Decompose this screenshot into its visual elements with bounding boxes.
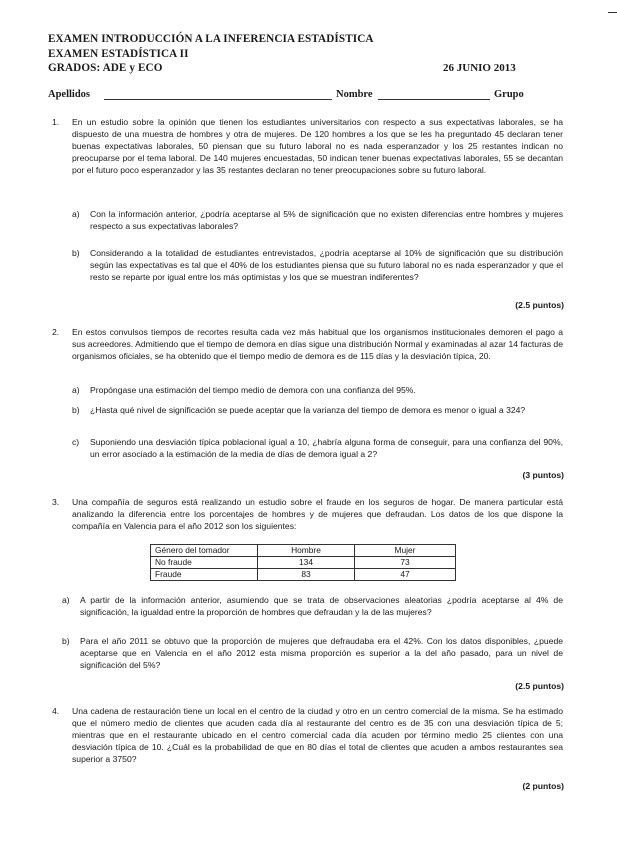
nombre-label: Nombre bbox=[336, 89, 373, 100]
table-cell: 47 bbox=[355, 569, 456, 581]
table-cell: 134 bbox=[258, 557, 355, 569]
q3-number: 3. bbox=[52, 497, 60, 507]
q2c-label: c) bbox=[72, 437, 80, 447]
q4-number: 4. bbox=[52, 706, 60, 716]
table-cell: No fraude bbox=[151, 557, 258, 569]
fraud-table bbox=[150, 544, 456, 581]
q4-points: (2 puntos) bbox=[522, 781, 564, 791]
table-row bbox=[151, 569, 456, 581]
nombre-line[interactable] bbox=[378, 99, 490, 100]
q1-points: (2.5 puntos) bbox=[515, 300, 564, 310]
q2-points: (3 puntos) bbox=[522, 470, 564, 480]
table-header-cell: Género del tomador bbox=[151, 545, 258, 557]
q2-text: En estos convulsos tiempos de recortes resulta cada vez más habitual que los organismos institucionales demoren el pago a sus acreedores. Admitiendo que el tiempo de demora en días sigue una distribución Normal y examinadas al azar 14 facturas de organismos oficiales, se ha obtenido que el tiempo medio de demora es de 115 días y la desviación típica, 20. bbox=[72, 327, 563, 361]
q3b-text: Para el año 2011 se obtuvo que la proporción de mujeres que defraudaba era el 42%. Con los datos disponibles, ¿puede aceptarse que en Valencia en el año 2012 esta misma proporción es superior a la del año pasado, para un nivel de significación del 5%? bbox=[80, 636, 563, 670]
q1a-label: a) bbox=[72, 209, 80, 219]
header-title-2: EXAMEN ESTADÍSTICA II bbox=[48, 48, 189, 60]
q2b-text: ¿Hasta qué nivel de significación se puede aceptar que la varianza del tiempo de demora es menor o igual a 324? bbox=[90, 405, 526, 415]
exam-date: 26 JUNIO 2013 bbox=[443, 62, 516, 74]
student-fields bbox=[48, 89, 568, 103]
q1-text: En un estudio sobre la opinión que tienen los estudiantes universitarios con respecto a sus expectativas laborales, se ha dispuesto de una muestra de hombres y otra de mujeres. De 120 hombres a los que se les ha preguntado 45 declaran tener buenas expectativas laborales, 50 piensan que su futuro laboral no es nada esperanzador y los 25 restantes indican no preocuparse por el tema laboral. De 140 mujeres encuestadas, 50 indican tener buenas expectativas laborales, 55 se decantan por el futuro poco esperanzador y las 35 restantes declaran no tener preocupaciones sobre su futuro laboral. bbox=[72, 117, 563, 175]
table-row bbox=[151, 557, 456, 569]
q1b-label: b) bbox=[72, 248, 80, 258]
q3a-label: a) bbox=[62, 595, 70, 605]
q4-text: Una cadena de restauración tiene un local en el centro de la ciudad y otro en un centro comercial de la misma. Se ha estimado que el número medio de clientes que acuden cada día al restaurante del centro es de 35 con una desviación típica de 5; mientras que en el restaurante ubicado en el centro comercial cada día acuden por término medio 25 clientes con una desviación típica de 10. ¿Cuál es la probabilidad de que en 80 días el total de clientes que acuden a ambos restaurantes sea superior a 3750? bbox=[72, 706, 563, 764]
table-cell: 83 bbox=[258, 569, 355, 581]
table-header-cell: Mujer bbox=[355, 545, 456, 557]
table-cell: 73 bbox=[355, 557, 456, 569]
grupo-label: Grupo bbox=[494, 89, 524, 100]
q2a-text: Propóngase una estimación del tiempo medio de demora con una confianza del 95%. bbox=[90, 385, 416, 395]
q3a-text: A partir de la información anterior, asumiendo que se trata de observaciones aleatorias ¿podría aceptarse al 4% de significación, la igualdad entre la proporción de hombres que defraudan y la de las mujeres? bbox=[80, 595, 563, 617]
q3b-label: b) bbox=[62, 636, 70, 646]
table-cell: Fraude bbox=[151, 569, 258, 581]
q1a-text: Con la información anterior, ¿podría aceptarse al 5% de significación que no existen diferencias entre hombres y mujeres respecto a sus expectativas laborales? bbox=[90, 209, 563, 231]
q3-points: (2.5 puntos) bbox=[515, 681, 564, 691]
q2a-label: a) bbox=[72, 385, 80, 395]
table-header-cell: Hombre bbox=[258, 545, 355, 557]
page-edge-mark bbox=[608, 12, 617, 13]
q2-number: 2. bbox=[52, 327, 60, 337]
table-header-row bbox=[151, 545, 456, 557]
q1-number: 1. bbox=[52, 117, 60, 127]
header-grados: GRADOS: ADE y ECO bbox=[48, 62, 163, 74]
apellidos-label: Apellidos bbox=[48, 89, 91, 100]
header-title-1: EXAMEN INTRODUCCIÓN A LA INFERENCIA ESTADÍSTICA bbox=[48, 33, 374, 45]
q2c-text: Suponiendo una desviación típica poblacional igual a 10, ¿habría alguna forma de conseguir, para una confianza del 90%, un error asociado a la estimación de la media de días de demora igual a 2? bbox=[90, 437, 563, 459]
q2b-label: b) bbox=[72, 405, 80, 415]
apellidos-line[interactable] bbox=[104, 99, 332, 100]
q1b-text: Considerando a la totalidad de estudiantes entrevistados, ¿podría aceptarse al 10% de significación que su distribución según las expectativas es tal que el 40% de los estudiantes piensa que su futuro laboral no es nada esperanzador y que el resto se reparte por igual entre los más optimistas y los que se muestran indiferentes? bbox=[90, 248, 563, 282]
q3-text: Una compañía de seguros está realizando un estudio sobre el fraude en los seguros de hogar. De manera particular está analizando la diferencia entre los porcentajes de hombres y de mujeres que defraudan. Los datos de los que dispone la compañía en Valencia para el año 2012 son los siguientes: bbox=[72, 497, 563, 531]
